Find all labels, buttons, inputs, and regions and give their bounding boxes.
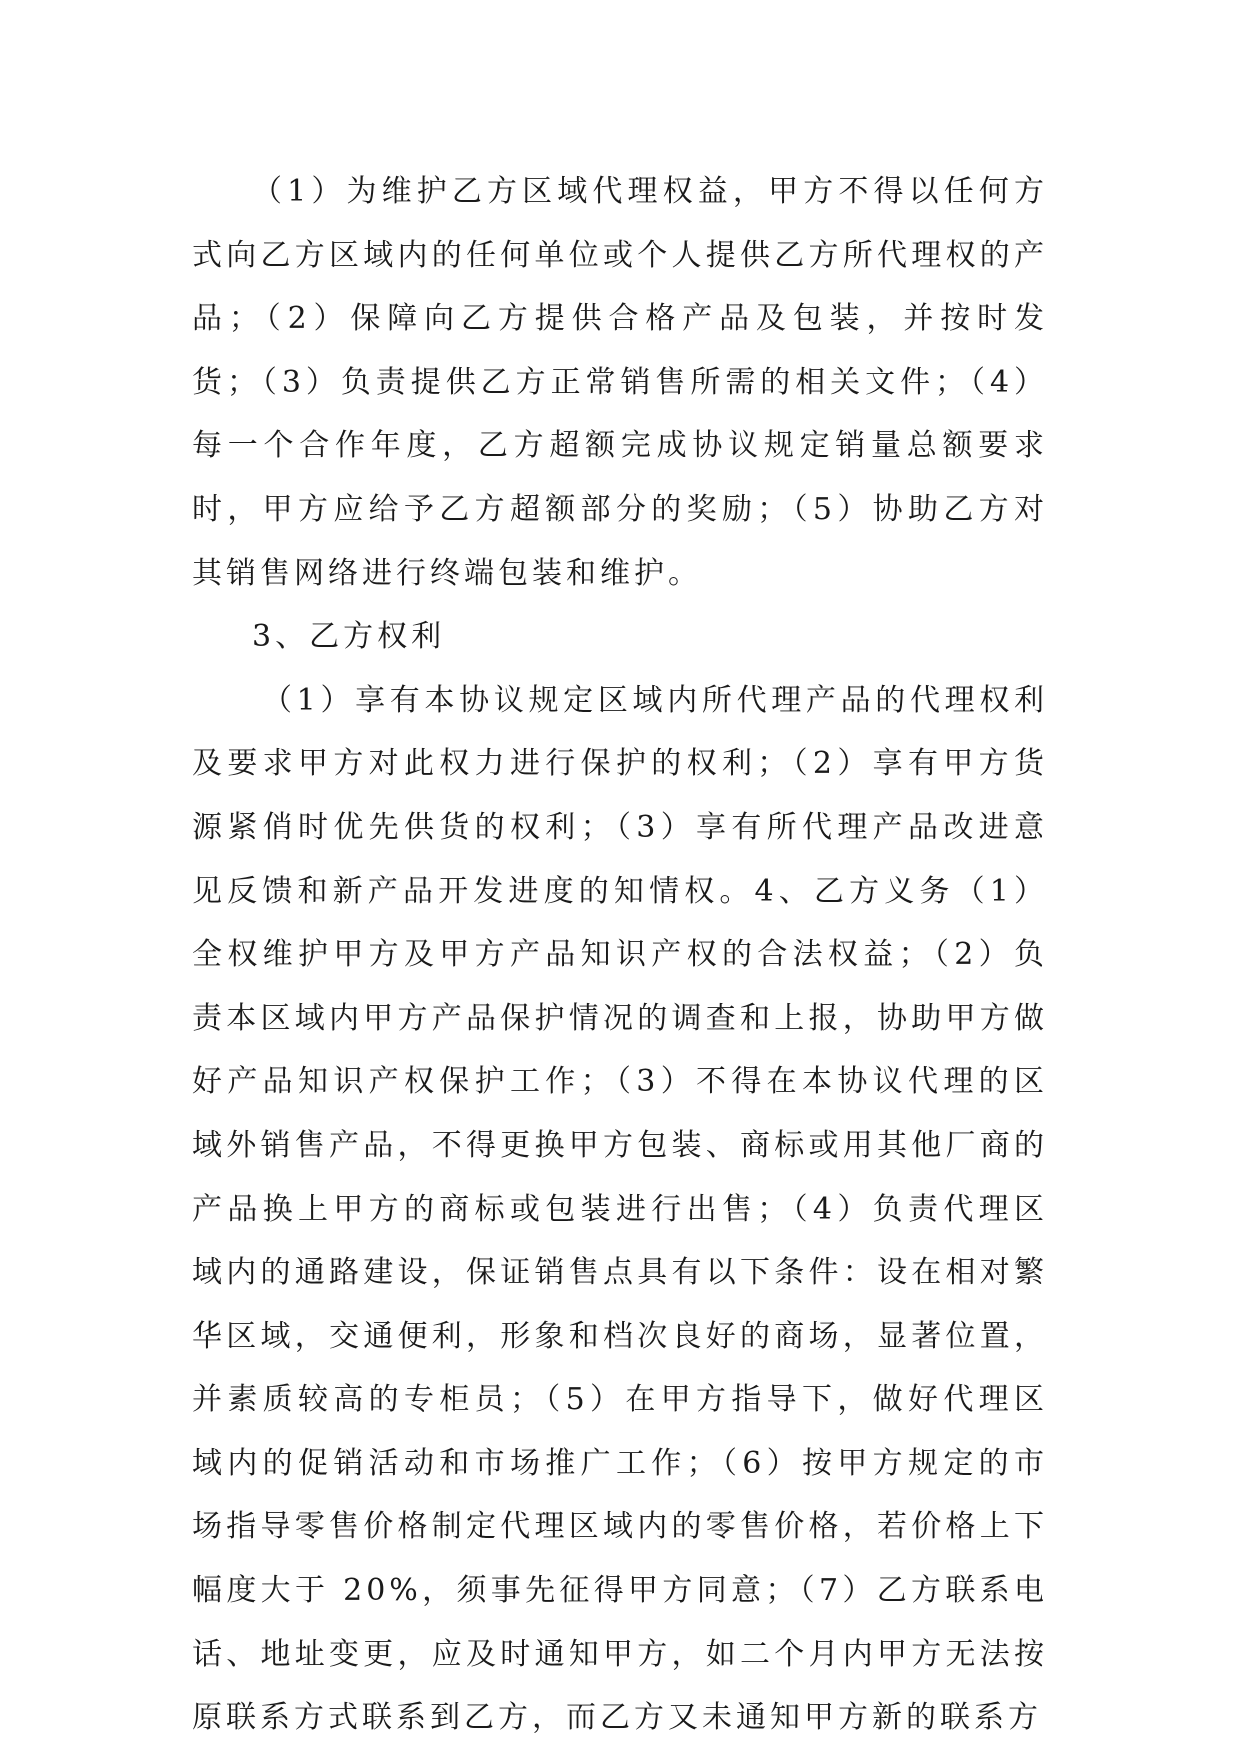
paragraph-party-a-obligations: （1）为维护乙方区域代理权益，甲方不得以任何方式向乙方区域内的任何单位或个人提供乙方所代理权的产品；（2）保障向乙方提供合格产品及包装，并按时发货；（3）负责提供乙方正常销售所需的相关文件；（4）每一个合作年度，乙方超额完成协议规定销量总额要求时，甲方应给予乙方超额部分的奖励；（5）协助乙方对其销售网络进行终端包装和维护。 [192, 174, 1048, 591]
document-body [192, 160, 1048, 1750]
paragraph-party-b-rights-obligations: （1）享有本协议规定区域内所代理产品的代理权利及要求甲方对此权力进行保护的权利；（2）享有甲方货源紧俏时优先供货的权利；（3）享有所代理产品改进意见反馈和新产品开发进度的知情权。4、乙方义务（1）全权维护甲方及甲方产品知识产权的合法权益；（2）负责本区域内甲方产品保护情况的调查和上报，协助甲方做好产品知识产权保护工作；（3）不得在本协议代理的区域外销售产品，不得更换甲方包装、商标或用其他厂商的产品换上甲方的商标或包装进行出售；（4）负责代理区域内的通路建设，保证销售点具有以下条件：设在相对繁华区域，交通便利，形象和档次良好的商场，显著位置，并素质较高的专柜员；（5）在甲方指导下，做好代理区域内的促销活动和市场推广工作；（6）按甲方规定的市场指导零售价格制定代理区域内的零售价格，若价格上下幅度大于 20%，须事先征得甲方同意；（7）乙方联系电话、地址变更，应及时通知甲方，如二个月内甲方无法按原联系方式联系到乙方，而乙方又未通知甲方新的联系方 [192, 682, 1048, 1736]
heading-party-b-rights: 3、乙方权利 [252, 619, 446, 655]
